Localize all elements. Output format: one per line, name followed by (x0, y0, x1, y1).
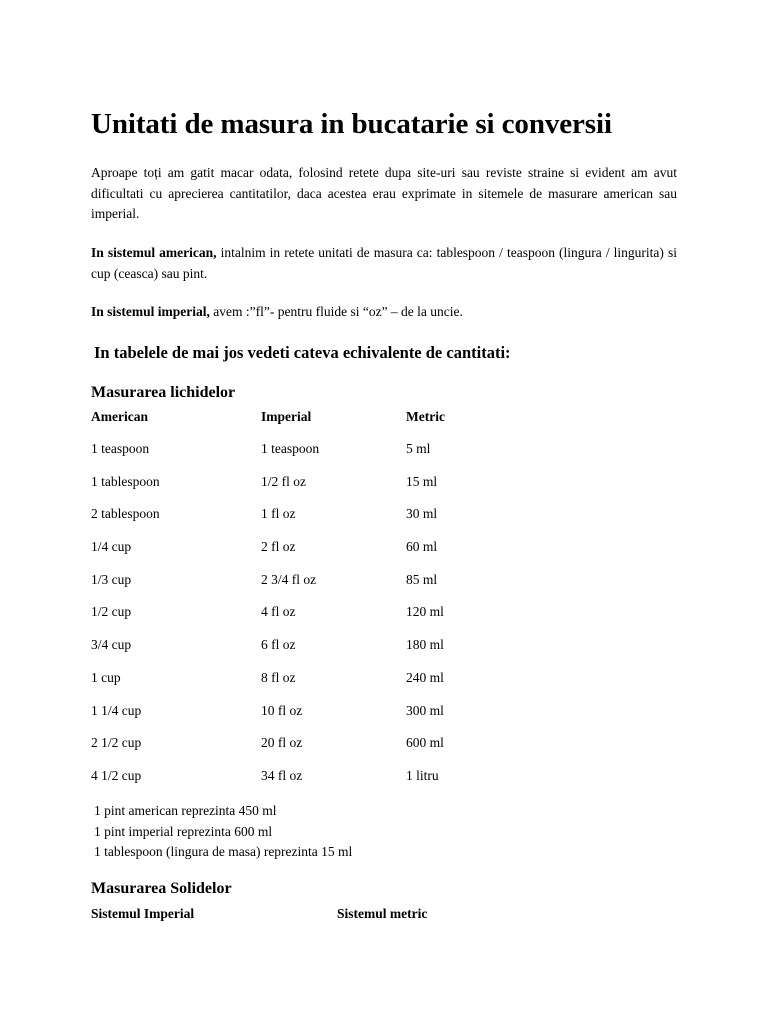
solids-heading: Masurarea Solidelor (91, 880, 232, 897)
tables-heading: In tabelele de mai jos vedeti cateva echivalente de cantitati: (94, 343, 511, 362)
cell-american: 2 tablespoon (91, 506, 160, 522)
intro-paragraph: Aproape toți am gatit macar odata, folosind retete dupa site-uri sau reviste straine si evident am avut dificultati cu aprecierea cantitatilor, daca acestea erau exprimate in sitemele de masurare american sau imperial. (91, 165, 677, 221)
american-system-paragraph (91, 243, 677, 284)
american-system-text: intalnim in retete unitati de masura ca: tablespoon / teaspoon (lingura / lingurita) si cup (ceasca) sau pint. (91, 245, 677, 281)
american-system-label: In sistemul american, (91, 245, 217, 260)
cell-american: 1/3 cup (91, 571, 132, 587)
cell-metric: 120 ml (406, 604, 444, 620)
cell-metric: 300 ml (406, 702, 444, 718)
cell-american: 1 1/4 cup (91, 702, 142, 718)
cell-metric: 85 ml (406, 571, 438, 587)
cell-imperial: 6 fl oz (261, 637, 296, 653)
table-row (0, 539, 768, 572)
cell-metric: 60 ml (406, 539, 438, 555)
table-row (0, 604, 768, 637)
cell-american: 1 tablespoon (91, 473, 160, 489)
table-row (0, 441, 768, 474)
table-row (0, 572, 768, 605)
cell-metric: 180 ml (406, 637, 444, 653)
cell-american: 2 1/2 cup (91, 735, 142, 751)
liquids-heading: Masurarea lichidelor (91, 384, 236, 401)
cell-metric: 15 ml (406, 473, 438, 489)
table-row (0, 670, 768, 703)
cell-imperial: 20 fl oz (261, 735, 303, 751)
cell-metric: 240 ml (406, 669, 444, 685)
liquids-table (0, 441, 768, 801)
page-title: Unitati de masura in bucatarie si conversii (91, 108, 612, 140)
note-line: 1 pint american reprezinta 450 ml (94, 803, 277, 818)
cell-metric: 30 ml (406, 506, 438, 522)
column-header-imperial: Imperial (261, 409, 312, 424)
table-row (0, 637, 768, 670)
note-line: 1 pint imperial reprezinta 600 ml (94, 823, 273, 839)
cell-american: 1/4 cup (91, 539, 132, 555)
cell-imperial: 2 3/4 fl oz (261, 571, 317, 587)
note-line: 1 tablespoon (lingura de masa) reprezinta 15 ml (94, 844, 353, 859)
imperial-system-paragraph (91, 302, 677, 323)
table-row (0, 506, 768, 539)
cell-american: 3/4 cup (91, 637, 132, 653)
cell-imperial: 1 fl oz (261, 506, 296, 522)
cell-american: 1 cup (91, 669, 121, 685)
table-row (0, 474, 768, 507)
cell-imperial: 10 fl oz (261, 702, 303, 718)
cell-american: 4 1/2 cup (91, 767, 142, 783)
liquids-notes (94, 801, 352, 863)
cell-imperial: 34 fl oz (261, 767, 303, 783)
table-row (0, 735, 768, 768)
cell-imperial: 1 teaspoon (261, 441, 320, 456)
cell-metric: 1 litru (406, 767, 439, 783)
cell-imperial: 2 fl oz (261, 539, 296, 555)
cell-imperial: 8 fl oz (261, 669, 296, 685)
imperial-system-text: avem :”fl”- pentru fluide si “oz” – de la uncie. (209, 304, 463, 319)
column-header-imperial-system: Sistemul Imperial (91, 906, 195, 921)
column-header-metric-system: Sistemul metric (337, 906, 428, 921)
imperial-system-label: In sistemul imperial, (91, 304, 210, 319)
cell-imperial: 4 fl oz (261, 604, 296, 620)
column-header-american: American (91, 409, 148, 424)
cell-imperial: 1/2 fl oz (261, 473, 306, 489)
cell-american: 1 teaspoon (91, 441, 150, 456)
cell-metric: 600 ml (406, 735, 444, 751)
column-header-metric: Metric (406, 409, 445, 424)
cell-metric: 5 ml (406, 441, 431, 456)
table-row (0, 768, 768, 801)
cell-american: 1/2 cup (91, 604, 132, 620)
table-row (0, 703, 768, 736)
